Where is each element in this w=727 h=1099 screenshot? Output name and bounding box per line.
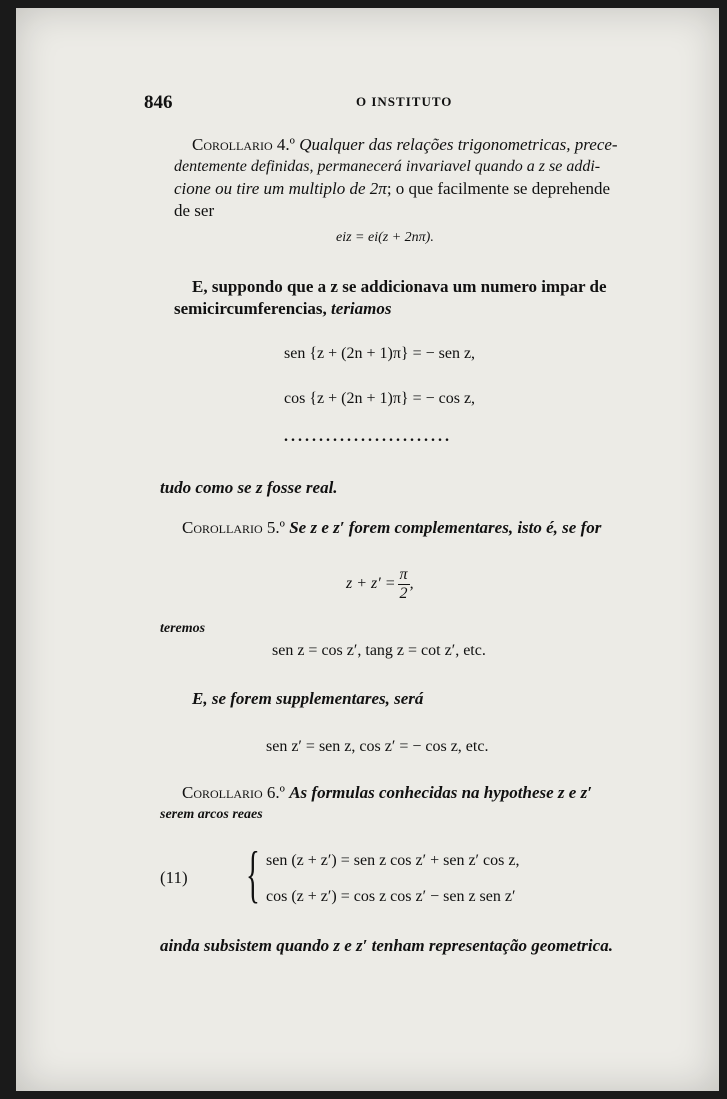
corollary-4-label: Corollario 4.º <box>192 135 295 154</box>
corollary-4-paragraph <box>174 134 644 222</box>
left-brace: { <box>246 838 260 909</box>
odd-paragraph-line2: semicircumferencias, <box>174 299 327 318</box>
corollary-4-text-tail: ; o que facilmente se deprehende <box>386 179 611 198</box>
corollary-4-text-line1: Qualquer das relações trigonometricas, prece- <box>299 135 618 154</box>
addition-formula-sen: sen (z + z′) = sen z cos z′ + sen z′ cos z, <box>266 852 520 869</box>
corollary-6-label: Corollario 6.º <box>182 783 285 802</box>
complementary-equation <box>346 566 414 603</box>
supplementary-identities: sen z′ = sen z, cos z′ = − cos z, etc. <box>266 738 489 755</box>
odd-paragraph-line1: E, suppondo que a z se addicionava um numero impar de <box>192 277 607 296</box>
corollary-6-text-line2: serem arcos reaes <box>160 807 263 822</box>
complementary-lhs: z + z′ = <box>346 575 396 593</box>
teremos-label: teremos <box>160 621 206 636</box>
ellipsis-dots: ........................ <box>284 428 452 445</box>
complementary-identities: sen z = cos z′, tang z = cot z′, etc. <box>272 642 486 659</box>
corollary-6-conclusion: ainda subsistem quando z e z′ tenham representação geometrica. <box>160 936 613 955</box>
real-conclusion: tudo como se z fosse real. <box>160 478 338 497</box>
book-page <box>16 8 719 1091</box>
page-number: 846 <box>144 92 173 113</box>
pi-over-2-fraction <box>398 566 410 603</box>
corollary-6-text-line1: As formulas conhecidas na hypothese z e z′ <box>289 783 592 802</box>
corollary-4-text-line2: dentemente definidas, permanecerá invariavel quando a z se addi- <box>174 158 601 175</box>
equation-cos-odd: cos {z + (2n + 1)π} = − cos z, <box>284 390 476 407</box>
supplementary-text: E, se forem supplementares, será <box>192 689 424 708</box>
odd-paragraph <box>174 276 644 320</box>
corollary-4-text-line4: de ser <box>174 201 215 220</box>
corollary-5-label: Corollario 5.º <box>182 518 285 537</box>
corollary-5-text: Se z e z′ forem complementares, isto é, se for <box>289 518 602 537</box>
fraction-numerator: π <box>399 566 408 583</box>
running-title: O INSTITUTO <box>356 94 453 109</box>
corollary-5-paragraph <box>182 517 601 539</box>
corollary-4-equation: eiz = ei(z + 2nπ). <box>336 230 434 245</box>
odd-paragraph-teriamos: teriamos <box>331 299 392 318</box>
fraction-denominator: 2 <box>399 585 408 602</box>
equation-number-11: (11) <box>160 868 188 887</box>
corollary-4-text-line3: cione ou tire um multiplo de 2π <box>174 179 387 198</box>
corollary-6-paragraph <box>160 782 640 826</box>
equation-sen-odd: sen {z + (2n + 1)π} = − sen z, <box>284 345 476 362</box>
addition-formula-cos: cos (z + z′) = cos z cos z′ − sen z sen z′ <box>266 888 516 905</box>
complementary-end: , <box>409 575 414 593</box>
